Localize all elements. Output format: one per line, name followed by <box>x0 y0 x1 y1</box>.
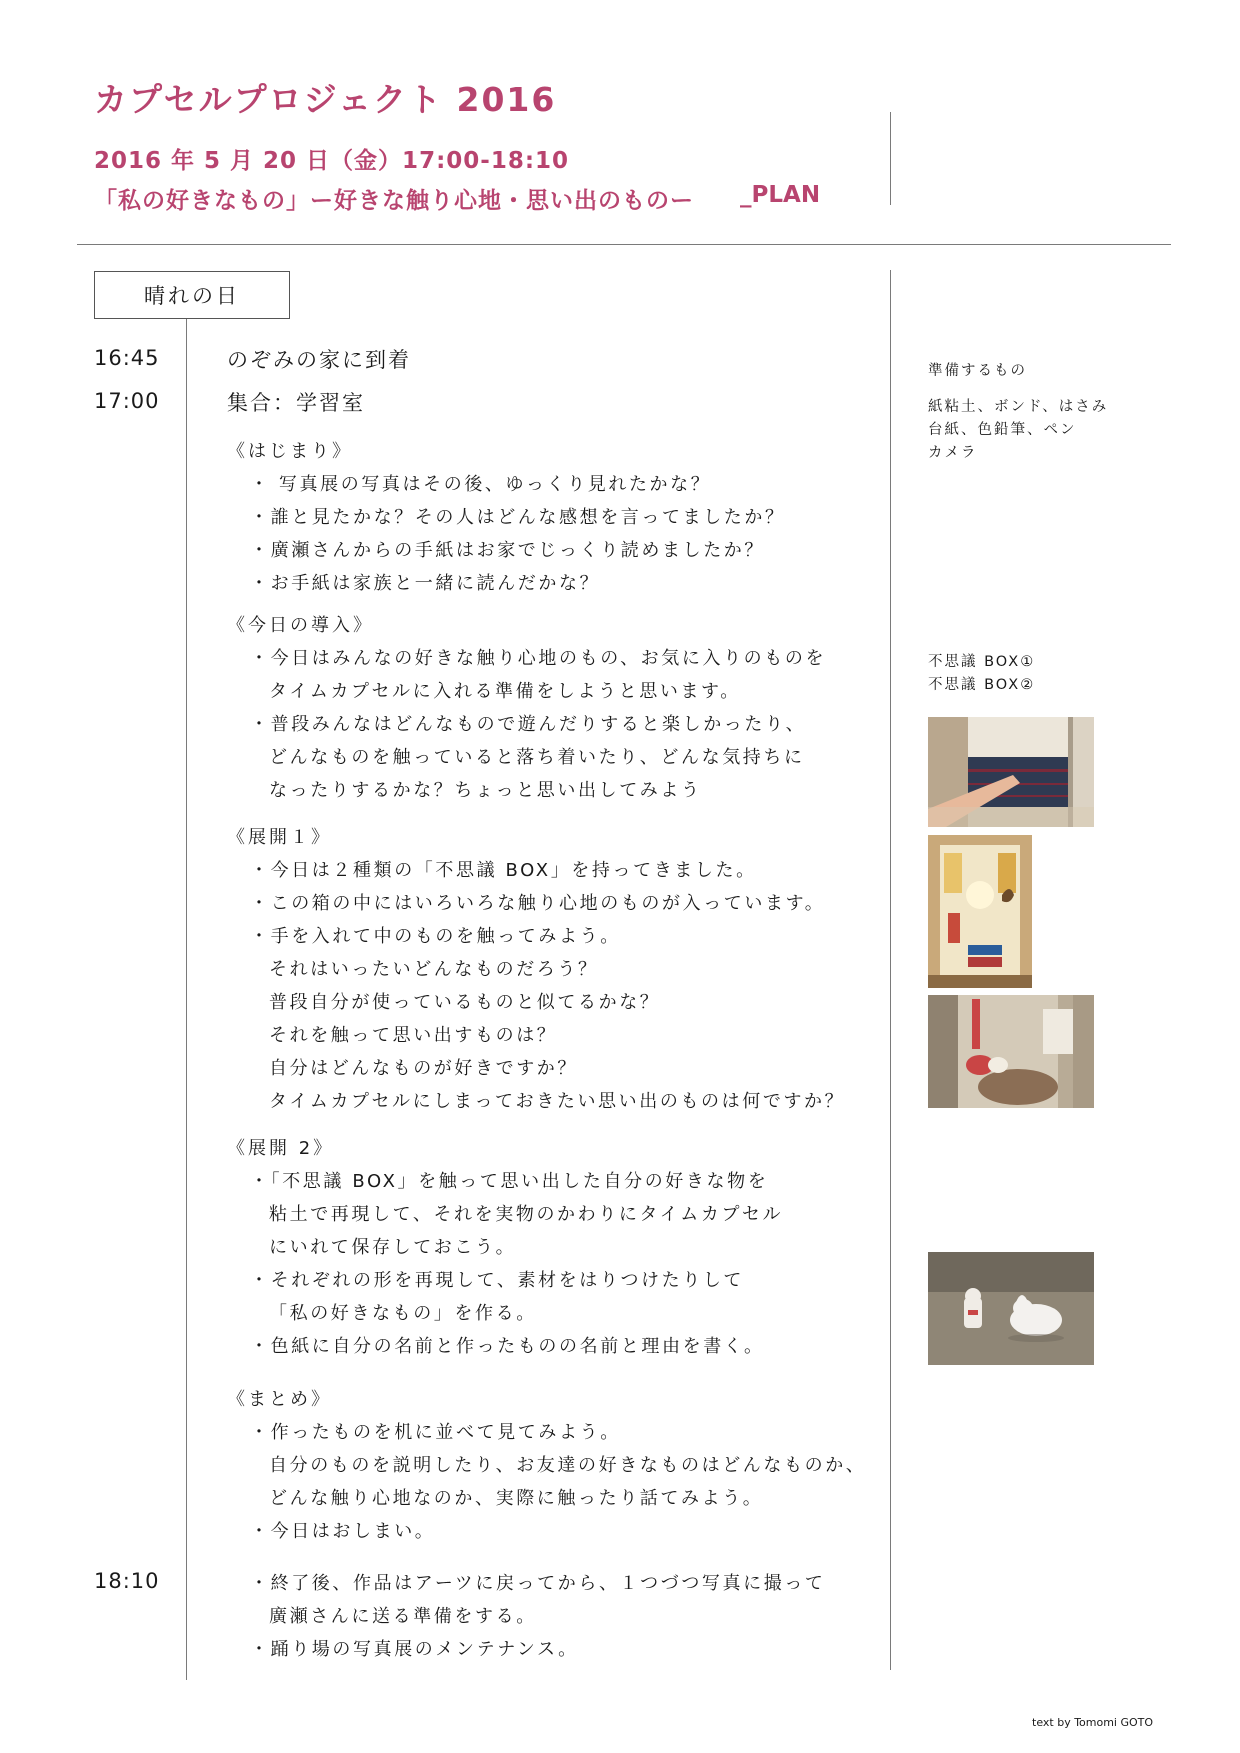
list-item: それはいったいどんなものだろう？ <box>269 959 599 980</box>
list-item: それを触って思い出すものは？ <box>269 1025 558 1046</box>
list-item: ・終了後、作品はアーツに戻ってから、１つづつ写真に撮って <box>250 1573 826 1594</box>
list-item: 廣瀬さんに送る準備をする。 <box>269 1606 537 1627</box>
list-item: ・今日はみんなの好きな触り心地のもの、お気に入りのものを <box>250 648 827 669</box>
header-divider-vertical <box>890 112 891 205</box>
list-item: ・今日は２種類の「不思議 BOX」を持ってきました。 <box>250 860 757 881</box>
list-item: ・ 写真展の写真はその後、ゆっくり見れたかな？ <box>250 474 712 495</box>
list-item: タイムカプセルにしまっておきたい思い出のものは何ですか？ <box>269 1091 846 1112</box>
gathering-text: 集合：学習室 <box>227 391 365 415</box>
box-label-1: 不思議 BOX① <box>928 654 1036 670</box>
list-item: ・今日はおしまい。 <box>250 1521 436 1542</box>
materials-line: 台紙、色鉛筆、ペン <box>928 422 1077 438</box>
box-label-2: 不思議 BOX② <box>928 677 1036 693</box>
list-item: どんなものを触っていると落ち着いたり、どんな気持ちに <box>269 747 805 768</box>
photo-clay-figures-icon <box>928 1252 1094 1365</box>
list-item: 「私の好きなもの」を作る。 <box>269 1303 537 1324</box>
materials-line: カメラ <box>928 445 978 461</box>
credit-text: text by Tomomi GOTO <box>1032 1716 1154 1729</box>
photo-box-interior-icon <box>928 835 1032 988</box>
section-title-development-1: 《展開１》 <box>227 827 332 848</box>
list-item: 普段自分が使っているものと似てるかな？ <box>269 992 661 1013</box>
list-item: ・この箱の中にはいろいろな触り心地のものが入っています。 <box>250 893 826 914</box>
list-item: 自分はどんなものが好きですか？ <box>269 1058 578 1079</box>
time-1645: 16:45 <box>94 346 160 370</box>
section-title-intro: 《今日の導入》 <box>227 615 374 636</box>
sidebar-divider <box>890 270 891 1670</box>
list-item: なったりするかな？ちょっと思い出してみよう <box>269 780 702 801</box>
photo-box-contents-icon <box>928 995 1094 1108</box>
list-item: ・誰と見たかな？その人はどんな感想を言ってましたか？ <box>250 507 786 528</box>
list-item: ・お手紙は家族と一緒に読んだかな？ <box>250 573 601 594</box>
day-label-box: 晴れの日 <box>94 271 290 319</box>
section-title-development-2: 《展開 2》 <box>227 1138 335 1159</box>
plan-suffix: _PLAN <box>740 182 821 208</box>
time-1810: 18:10 <box>94 1569 160 1593</box>
date-line: 2016 年 5 月 20 日（金）17:00-18:10 <box>94 148 570 174</box>
list-item: 粘土で再現して、それを実物のかわりにタイムカプセル <box>269 1204 784 1225</box>
theme-line: 「私の好きなもの」ー好きな触り心地・思い出のものー <box>94 188 694 214</box>
list-item: ・色紙に自分の名前と作ったものの名前と理由を書く。 <box>250 1336 765 1357</box>
arrival-text: のぞみの家に到着 <box>227 348 411 372</box>
timeline-rule <box>186 318 187 1680</box>
list-item: ・廣瀬さんからの手紙はお家でじっくり読めましたか？ <box>250 540 765 561</box>
list-item: ・作ったものを机に並べて見てみよう。 <box>250 1422 621 1443</box>
section-title-summary: 《まとめ》 <box>227 1389 332 1410</box>
materials-line: 紙粘土、ボンド、はさみ <box>928 399 1109 415</box>
list-item: ・「不思議 BOX」を触って思い出した自分の好きな物を <box>250 1171 769 1192</box>
list-item: 自分のものを説明したり、お友達の好きなものはどんなものか、 <box>269 1455 867 1476</box>
list-item: タイムカプセルに入れる準備をしようと思います。 <box>269 681 741 702</box>
page-title: カプセルプロジェクト 2016 <box>94 80 557 119</box>
list-item: ・手を入れて中のものを触ってみよう。 <box>250 926 621 947</box>
section-title-beginning: 《はじまり》 <box>227 441 353 462</box>
photo-hand-into-box-icon <box>928 717 1094 827</box>
list-item: にいれて保存しておこう。 <box>269 1237 517 1258</box>
materials-title: 準備するもの <box>928 363 1027 379</box>
list-item: どんな触り心地なのか、実際に触ったり話てみよう。 <box>269 1488 764 1509</box>
list-item: ・踊り場の写真展のメンテナンス。 <box>250 1639 579 1660</box>
header-divider <box>77 244 1171 245</box>
time-1700: 17:00 <box>94 389 160 413</box>
list-item: ・それぞれの形を再現して、素材をはりつけたりして <box>250 1270 745 1291</box>
list-item: ・普段みんなはどんなもので遊んだりすると楽しかったり、 <box>250 714 807 735</box>
